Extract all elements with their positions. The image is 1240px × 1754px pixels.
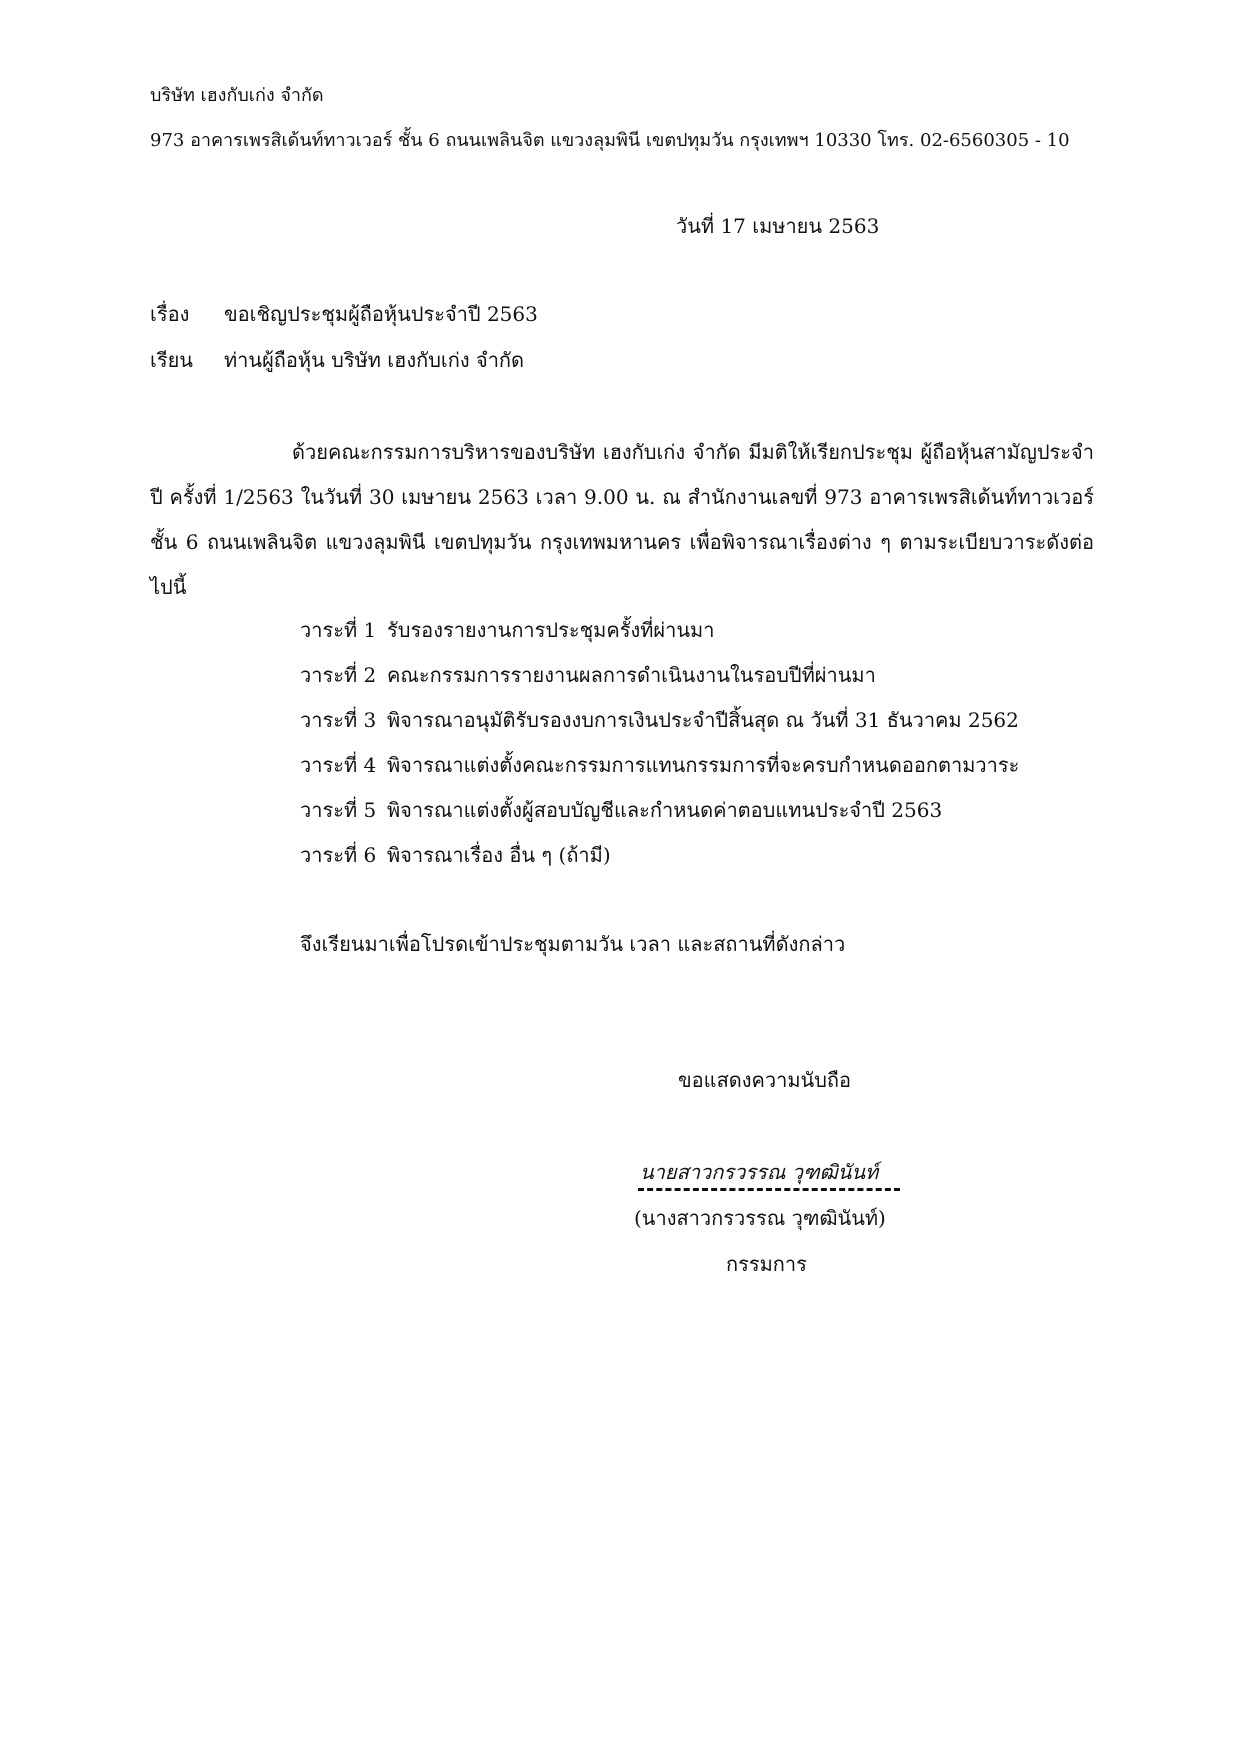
agenda-number: วาระที่ 5: [300, 798, 377, 822]
agenda-number: วาระที่ 2: [300, 663, 377, 687]
printed-name: (นางสาวกรวรรณ วุฑฒินันท์): [634, 1206, 886, 1230]
signature-line: [638, 1188, 900, 1191]
signer-title: กรรมการ: [726, 1252, 807, 1276]
agenda-text: คณะกรรมการรายงานผลการดำเนินงานในรอบปีที่ผ่านมา: [387, 663, 876, 687]
agenda-item: [300, 698, 1019, 743]
agenda-list: [300, 608, 1019, 878]
agenda-item: [300, 833, 1019, 878]
recipient-value: ท่านผู้ถือหุ้น บริษัท เฮงกับเก่ง จำกัด: [224, 348, 525, 372]
agenda-text: รับรองรายงานการประชุมครั้งที่ผ่านมา: [387, 618, 715, 642]
subject-label: เรื่อง: [150, 302, 190, 326]
agenda-text: พิจารณาแต่งตั้งผู้สอบบัญชีและกำหนดค่าตอบแทนประจำปี 2563: [387, 798, 943, 822]
subject-value: ขอเชิญประชุมผู้ถือหุ้นประจำปี 2563: [224, 302, 538, 326]
agenda-item: [300, 743, 1019, 788]
agenda-text: พิจารณาเรื่อง อื่น ๆ (ถ้ามี): [387, 843, 611, 867]
signature: นายสาวกรวรรณ วุฑฒินันท์: [640, 1160, 879, 1184]
agenda-item: [300, 653, 1019, 698]
recipient-label: เรียน: [150, 348, 193, 372]
agenda-number: วาระที่ 6: [300, 843, 377, 867]
agenda-number: วาระที่ 1: [300, 618, 377, 642]
regards-line: ขอแสดงความนับถือ: [678, 1068, 852, 1092]
subject-row: [150, 298, 538, 330]
agenda-item: [300, 788, 1019, 833]
agenda-text: พิจารณาอนุมัติรับรองงบการเงินประจำปีสิ้นสุด ณ วันที่ 31 ธันวาคม 2562: [387, 708, 1019, 732]
agenda-text: พิจารณาแต่งตั้งคณะกรรมการแทนกรรมการที่จะครบกำหนดออกตามวาระ: [387, 753, 1020, 777]
letter-date: วันที่ 17 เมษายน 2563: [676, 214, 880, 238]
company-address: 973 อาคารเพรสิเด้นท์ทาวเวอร์ ชั้น 6 ถนนเพลินจิต แขวงลุมพินี เขตปทุมวัน กรุงเทพฯ 10330 โทร. 02-6560305 - 10: [150, 130, 1070, 151]
agenda-number: วาระที่ 4: [300, 753, 377, 777]
company-name: บริษัท เฮงกับเก่ง จำกัด: [150, 85, 324, 106]
agenda-item: [300, 608, 1019, 653]
body-paragraph: ด้วยคณะกรรมการบริหารของบริษัท เฮงกับเก่ง จำกัด มีมติให้เรียกประชุม ผู้ถือหุ้นสามัญประจำปี ครั้งที่ 1/2563 ในวันที่ 30 เมษายน 2563 เวลา 9.00 น. ณ สำนักงานเลขที่ 973 อาคารเพรสิเด้นท์ทาวเวอร์ ชั้น 6 ถนนเพลินจิต แขวงลุมพินี เขตปทุมวัน กรุงเทพมหานคร เพื่อพิจารณาเรื่องต่าง ๆ ตามระเบียบวาระดังต่อไปนี้: [150, 440, 1094, 599]
closing-sentence: จึงเรียนมาเพื่อโปรดเข้าประชุมตามวัน เวลา และสถานที่ดังกล่าว: [300, 932, 846, 956]
agenda-number: วาระที่ 3: [300, 708, 377, 732]
recipient-row: [150, 344, 524, 376]
